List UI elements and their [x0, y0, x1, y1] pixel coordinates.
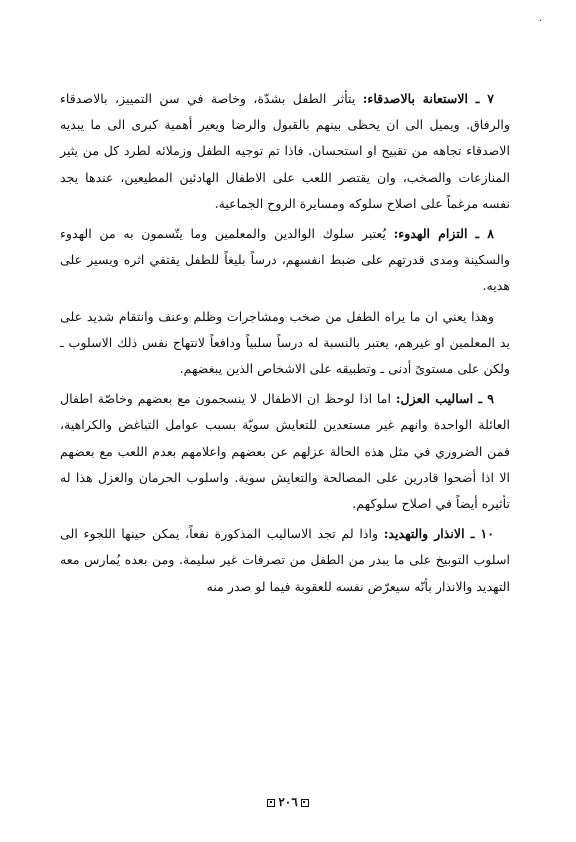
paragraph-text: واذا لم تجد الاساليب المذكورة نفعاً، يمكن حينها اللجوء الى اسلوب التوبيخ على ما يبدر من الطفل من تصرفات غير سليمة. ومن بعده يُمارس معه التهديد والانذار بأنّه سيعرّض نفسه للعقوبة فيما لو صدر منه — [60, 526, 510, 594]
page-body — [60, 86, 510, 604]
ornament-square-icon — [267, 799, 275, 807]
paragraph-text: يُعتبر سلوك الوالدين والمعلمين وما يتّسمون به من الهدوء والسكينة ومدى قدرتهم على ضبط انفسهم، درساً بليغاً للطفل يقتفي اثره ويسير على هديه. — [60, 226, 510, 294]
paragraph-heading: ١٠ ـ الانذار والتهديد: — [383, 526, 494, 542]
paragraph-9 — [60, 386, 510, 517]
corner-mark: · — [538, 16, 542, 27]
paragraph-8 — [60, 221, 510, 300]
paragraph-8-continued — [60, 304, 510, 383]
paragraph-heading: ٩ ـ اساليب العزل: — [395, 391, 494, 407]
paragraph-text: يتأثر الطفل بشدّة، وخاصة في سن التمييز، بالاصدقاء والرفاق. ويميل الى ان يحظى بينهم بالقبول والرضا ويعير أهمية كبرى الى ما يبديه الاصدقاء تجاهه من تقبيح او استحسان. فاذا تم توجيه الطفل وزملائه لطرد كل من يثير المنازعات والصخب، وان يقتصر اللعب على الاطفال الهادئين المطيعين، عندها يجد نفسه مرغماً على اصلاح سلوكه ومسايرة الروح الجماعية. — [60, 91, 510, 211]
paragraph-heading: ٨ ـ التزام الهدوء: — [393, 226, 494, 242]
paragraph-10 — [60, 521, 510, 600]
paragraph-heading: ٧ ـ الاستعانة بالاصدقاء: — [362, 91, 494, 106]
paragraph-text: اما اذا لوحظ ان الاطفال لا ينسجمون مع بعضهم وخاصّة اطفال العائلة الواحدة وانهم غير مستعدين للتعايش سويّة بسبب عوامل التباغض والكراهية، فمن الضروري في مثل هذه الحالة عزلهم عن بعضهم واعلامهم بعدم اللعب مع بعضهم الا اذا أضحوا قادرين على المصالحة والتعايش سوية. واسلوب الحرمان والعزل هذا له تأثيره أيضاً في اصلاح سلوكهم. — [60, 391, 510, 512]
page-number: ٢٠٦ — [278, 795, 298, 809]
ornament-square-icon — [301, 799, 309, 807]
paragraph-text: وهذا يعني ان ما يراه الطفل من صخب ومشاجرات وظلم وعنف وانتقام شديد على يد المعلمين او غيرهم، يعتبر بالنسبة له درساً سلبياً ودافعاً لانتهاج نفس ذلك الاسلوب ـ ولكن على مستوىً أدنى ـ وتطبيقه على الاشخاص الذين يبغضهم. — [60, 308, 510, 377]
paragraph-7 — [60, 86, 510, 217]
page-footer — [0, 795, 576, 809]
